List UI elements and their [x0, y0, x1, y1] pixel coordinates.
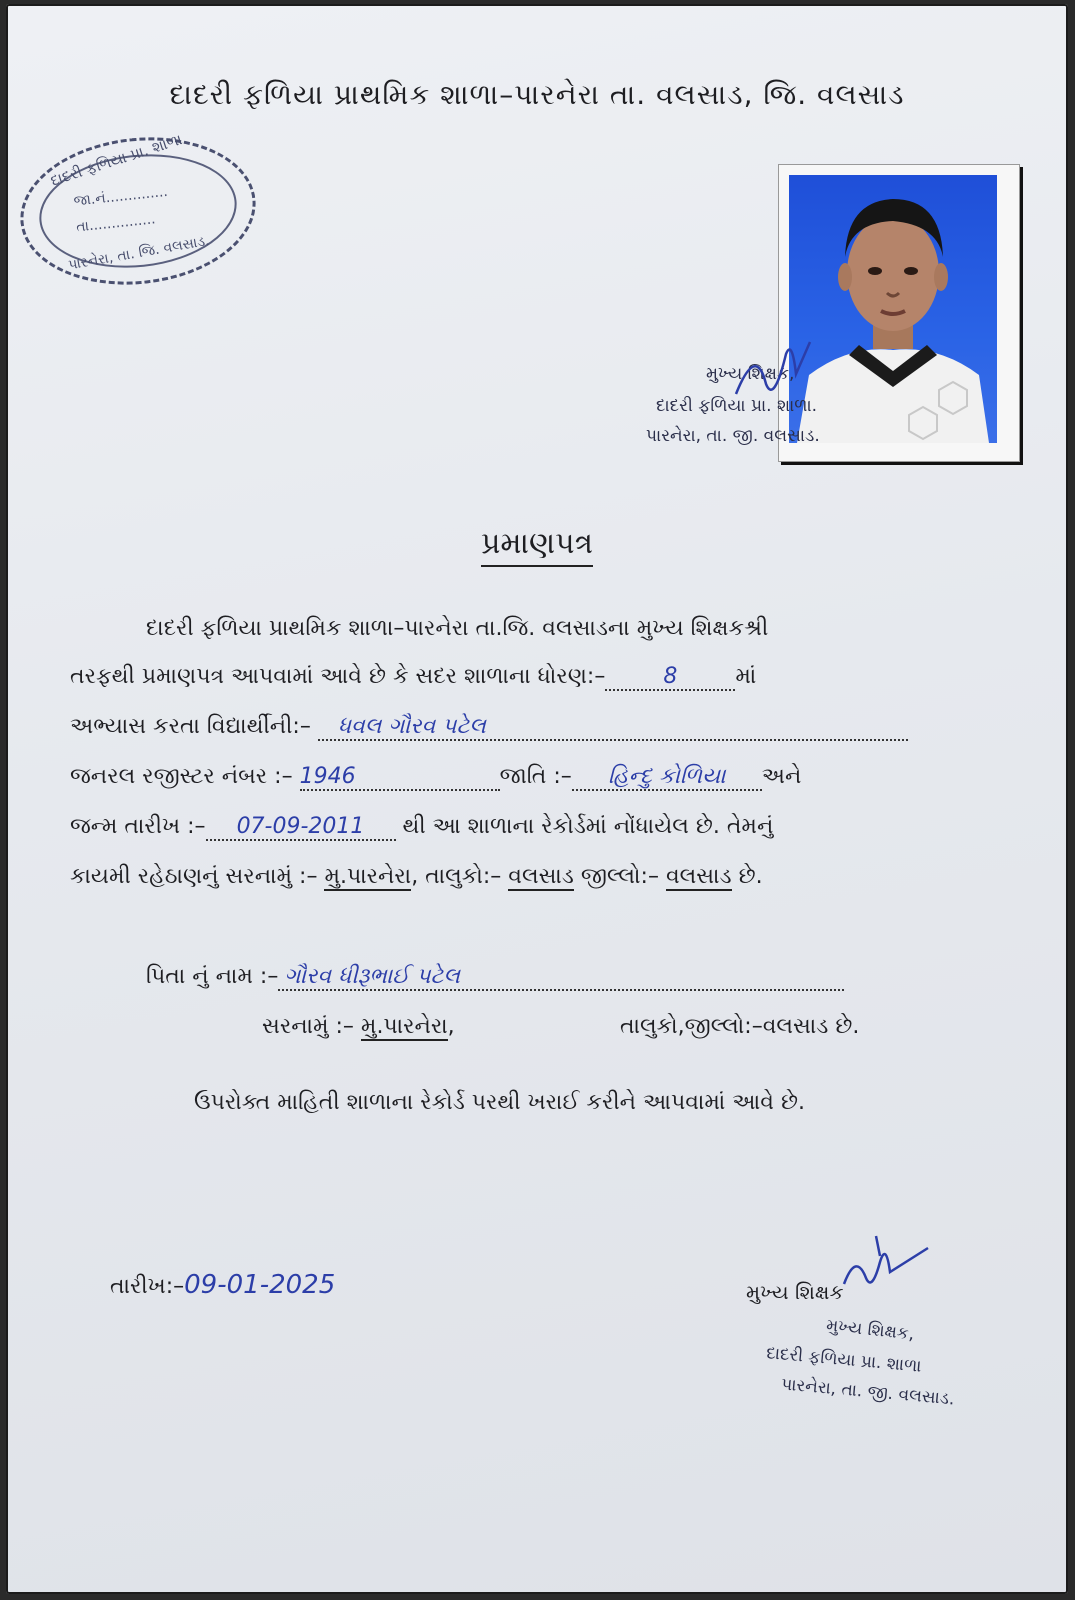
seal-line-1: જા.નં..............	[72, 183, 169, 210]
student-name-value: ધવલ ગૌરવ પટેલ	[337, 714, 486, 739]
father-address-comma: ,	[447, 1014, 455, 1039]
student-portrait-illustration	[789, 175, 997, 443]
father-name-line	[146, 964, 844, 991]
footer-stamp-line-3: પારનેરા, તા. જી. વલસાડ.	[780, 1374, 956, 1410]
seal-top-text: દાદરી ફળિયા પ્રા. શાળા	[48, 130, 185, 190]
father-label: પિતા નું નામ :–	[146, 964, 279, 989]
standard-field	[605, 664, 735, 691]
address-taluka: વલસાડ	[508, 864, 574, 889]
register-label: જનરલ રજીસ્ટર નંબર :–	[70, 764, 293, 789]
caste-field	[572, 764, 762, 791]
dob-suffix: થી આ શાળાના રેકોર્ડમાં નોંધાયેલ છે. તેમનું	[402, 814, 774, 839]
address-suffix: છે.	[731, 864, 763, 889]
body-line-1: દાદરી ફળિયા પ્રાથમિક શાળા–પારનેરા તા.જિ. વલસાડના મુખ્ય શિક્ષકશ્રી	[146, 616, 769, 641]
student-photo	[789, 175, 997, 443]
register-value: 1946	[299, 764, 356, 789]
certificate-heading	[6, 526, 1068, 561]
body-line-2	[70, 664, 756, 691]
date-label: તારીખ:–	[110, 1274, 185, 1299]
body-line-4	[70, 764, 801, 791]
caste-label: જાતિ :–	[499, 764, 572, 789]
body-line-5	[70, 814, 773, 841]
date-value: 09-01-2025	[184, 1270, 336, 1300]
register-field	[300, 764, 500, 791]
father-taluka-district: તાલુકો,જીલ્લો:–વલસાડ છે.	[620, 1014, 860, 1039]
standard-label: તરફથી પ્રમાણપત્ર આપવામાં આવે છે કે સદર શાળાના ધોરણ:–	[70, 664, 606, 689]
dob-value: 07-09-2011	[236, 814, 365, 839]
body-line-3	[70, 714, 908, 741]
caste-value: હિન્દુ કોળિયા	[607, 764, 726, 789]
father-name-value: ગૌરવ ધીરૂભાઈ પટેલ	[284, 964, 460, 989]
and-word: અને	[761, 764, 802, 789]
certificate-paper	[6, 4, 1068, 1594]
student-label: અભ્યાસ કરતા વિદ્યાર્થીની:–	[70, 714, 311, 739]
body-line-6	[70, 864, 763, 889]
district-label: જીલ્લો:–	[573, 864, 666, 889]
photo-stamp-line-1: મુખ્ય શિક્ષક,	[706, 364, 795, 384]
seal-line-2: તા...............	[75, 211, 157, 236]
student-name-field	[318, 714, 908, 741]
student-photo-frame	[778, 164, 1020, 462]
principal-signature	[836, 1232, 936, 1302]
school-seal	[13, 126, 263, 296]
closing-note: ઉપરોક્ત માહિતી શાળાના રેકોર્ડ પરથી ખરાઈ કરીને આપવામાં આવે છે.	[194, 1090, 805, 1115]
seal-bottom-text: પારનેરા, તા. જિ. વલસાડ.	[67, 232, 211, 274]
dob-field	[206, 814, 396, 841]
standard-value: 8	[663, 664, 678, 689]
father-address-label: સરનામું :–	[262, 1014, 361, 1039]
date-line	[110, 1270, 335, 1300]
standard-suffix: માં	[735, 664, 757, 689]
certificate-heading-text: પ્રમાણપત્ર	[481, 526, 593, 567]
father-name-field	[278, 964, 844, 991]
address-village: મુ.પારનેરા	[324, 864, 412, 889]
photo-stamp-line-2: દાદરી ફળિયા પ્રા. શાળા.	[656, 396, 818, 416]
photo-stamp-line-3: પારનેરા, તા. જી. વલસાડ.	[646, 426, 820, 446]
footer-stamp-line-2: દાદરી ફળિયા પ્રા. શાળા	[765, 1343, 923, 1377]
father-address-village: મુ.પારનેરા	[360, 1014, 448, 1039]
taluka-label: , તાલુકો:–	[411, 864, 509, 889]
father-address-line	[262, 1014, 455, 1039]
footer-stamp-line-1: મુખ્ય શિક્ષક,	[825, 1315, 916, 1345]
address-district: વલસાડ	[665, 864, 732, 889]
principal-label: મુખ્ય શિક્ષક	[746, 1280, 844, 1304]
school-title: દાદરી ફળિયા પ્રાથમિક શાળા–પારનેરા તા. વલસાડ, જિ. વલસાડ	[169, 78, 905, 111]
dob-label: જન્મ તારીખ :–	[70, 814, 206, 839]
address-label: કાયમી રહેઠાણનું સરનામું :–	[70, 864, 325, 889]
photo-signature-scribble	[726, 334, 816, 414]
